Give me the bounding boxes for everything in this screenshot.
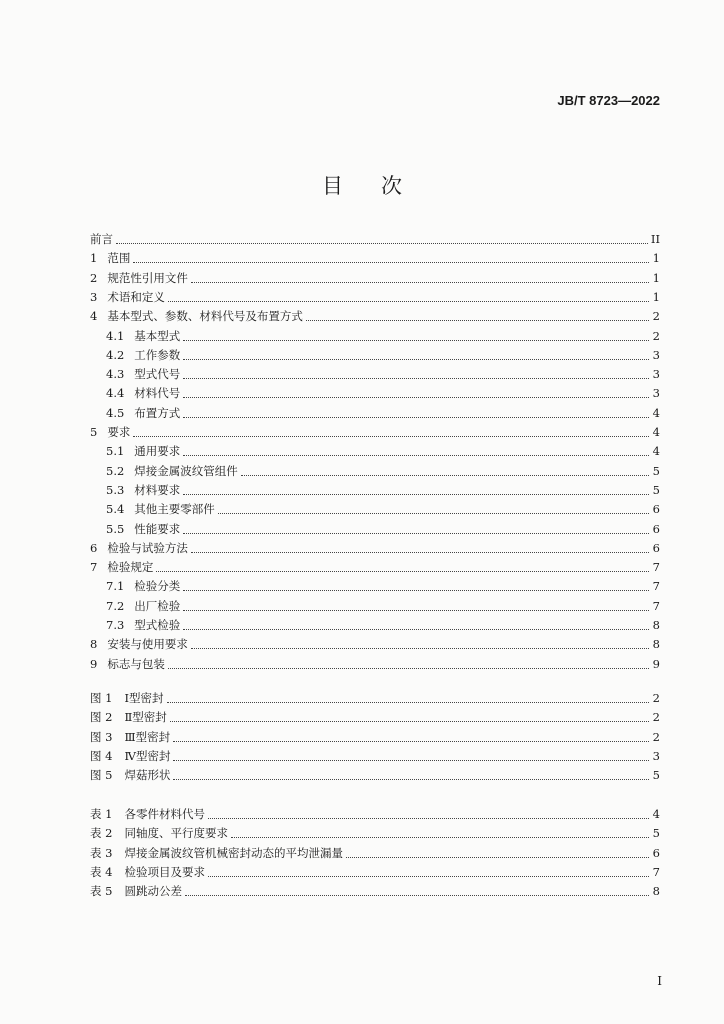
section-entry-number: 1 bbox=[90, 251, 98, 266]
section-entry-page: 3 bbox=[652, 347, 660, 362]
dot-leader bbox=[183, 629, 649, 630]
section-entry-number: 4.4 bbox=[106, 386, 125, 401]
dot-leader bbox=[208, 818, 649, 819]
dot-leader bbox=[133, 436, 649, 437]
section-entry[interactable] bbox=[90, 636, 660, 653]
figure-entry-page: 5 bbox=[652, 768, 660, 783]
dot-leader bbox=[183, 417, 649, 418]
section-entry-number: 5.5 bbox=[106, 521, 125, 536]
figure-entry-page: 2 bbox=[652, 710, 660, 725]
table-entry[interactable] bbox=[90, 883, 660, 900]
dot-leader bbox=[173, 760, 649, 761]
section-entry[interactable] bbox=[106, 501, 660, 518]
table-entry[interactable] bbox=[90, 825, 660, 842]
section-entry[interactable] bbox=[106, 443, 660, 460]
dot-leader bbox=[241, 475, 649, 476]
section-entry-number: 7 bbox=[90, 560, 98, 575]
section-entry-label: 检验与试验方法 bbox=[107, 540, 188, 555]
section-entry-number: 4 bbox=[90, 309, 98, 324]
dot-leader bbox=[156, 571, 649, 572]
section-entry-page: 4 bbox=[652, 405, 660, 420]
section-entry-label: 性能要求 bbox=[134, 521, 181, 536]
dot-leader bbox=[170, 721, 649, 722]
section-entry-number: 4.3 bbox=[106, 367, 125, 382]
section-entry-number: 8 bbox=[90, 637, 98, 652]
dot-leader bbox=[173, 779, 649, 780]
dot-leader bbox=[191, 552, 649, 553]
table-entry-number: 表 4 bbox=[90, 864, 113, 879]
table-entry-label: 圆跳动公差 bbox=[124, 884, 182, 899]
dot-leader bbox=[208, 876, 649, 877]
dot-leader bbox=[183, 610, 649, 611]
dot-leader bbox=[183, 455, 649, 456]
table-entry[interactable] bbox=[90, 864, 660, 881]
figure-entry-label: Ⅱ型密封 bbox=[124, 710, 167, 725]
table-entry-page: 5 bbox=[652, 826, 660, 841]
section-entry[interactable] bbox=[106, 578, 660, 595]
section-entry[interactable] bbox=[90, 250, 660, 267]
section-entry[interactable] bbox=[90, 540, 660, 557]
section-entry-page: 8 bbox=[652, 637, 660, 652]
section-entry-number: 3 bbox=[90, 289, 98, 304]
figure-entry-number: 图 1 bbox=[90, 691, 113, 705]
dot-leader bbox=[183, 378, 649, 379]
section-entry[interactable] bbox=[106, 521, 660, 538]
table-entry-page: 4 bbox=[652, 807, 660, 821]
page-title: 目次 bbox=[322, 174, 440, 198]
section-entry[interactable] bbox=[106, 366, 660, 383]
figure-entry-page: 2 bbox=[652, 729, 660, 744]
section-entry-number: 4.2 bbox=[106, 347, 125, 362]
section-entry[interactable] bbox=[90, 424, 660, 441]
section-entry-label: 布置方式 bbox=[134, 405, 181, 420]
section-entry-label: 规范性引用文件 bbox=[107, 270, 188, 285]
figure-entry[interactable] bbox=[90, 748, 660, 765]
section-entry-page: 3 bbox=[652, 367, 660, 382]
section-entry-label: 标志与包装 bbox=[107, 656, 165, 671]
table-entry-label: 同轴度、平行度要求 bbox=[124, 826, 228, 841]
section-entry-label: 其他主要零部件 bbox=[134, 502, 215, 517]
section-entry-page: 3 bbox=[652, 386, 660, 401]
section-entry-label: 前言 bbox=[90, 232, 113, 246]
figure-entry-number: 图 3 bbox=[90, 729, 113, 744]
section-entry-number: 5.2 bbox=[106, 463, 125, 478]
table-entry-page: 6 bbox=[652, 845, 660, 860]
section-entry-page: 4 bbox=[652, 444, 660, 459]
section-entry-page: 7 bbox=[652, 598, 660, 613]
table-entry[interactable] bbox=[90, 806, 660, 823]
section-entry[interactable] bbox=[90, 289, 660, 306]
figure-entry[interactable] bbox=[90, 690, 660, 707]
dot-leader bbox=[183, 397, 649, 398]
section-entry-number: 7.3 bbox=[106, 618, 125, 632]
section-entry[interactable] bbox=[90, 559, 660, 576]
section-entry-number: 4.1 bbox=[106, 328, 125, 343]
section-entry[interactable] bbox=[106, 385, 660, 402]
section-entry-page: 1 bbox=[652, 251, 660, 266]
table-entry-label: 检验项目及要求 bbox=[124, 864, 205, 879]
section-entry[interactable] bbox=[106, 405, 660, 422]
section-entry-number: 9 bbox=[90, 656, 98, 671]
section-entry-page: 1 bbox=[652, 270, 660, 285]
table-entry-number: 表 3 bbox=[90, 845, 113, 860]
dot-leader bbox=[218, 513, 649, 514]
section-entry-page: II bbox=[650, 232, 660, 246]
dot-leader bbox=[183, 359, 649, 360]
dot-leader bbox=[191, 648, 649, 649]
standard-code: JB/T 8723—2022 bbox=[557, 93, 660, 108]
table-entry-label: 各零件材料代号 bbox=[124, 807, 205, 821]
section-entry-number: 5.1 bbox=[106, 444, 125, 459]
figure-entry-label: Ⅳ型密封 bbox=[124, 748, 171, 763]
section-entry-page: 6 bbox=[652, 502, 660, 517]
section-entry-label: 检验规定 bbox=[107, 560, 154, 575]
dot-leader bbox=[168, 301, 649, 302]
section-entry-page: 4 bbox=[652, 425, 660, 439]
section-entry-label: 检验分类 bbox=[134, 579, 181, 594]
figure-entry-label: Ⅰ型密封 bbox=[124, 691, 164, 705]
section-entry[interactable] bbox=[106, 328, 660, 345]
figure-entry[interactable] bbox=[90, 729, 660, 746]
table-entry[interactable] bbox=[90, 845, 660, 862]
table-entry-page: 8 bbox=[652, 884, 660, 899]
figure-entry-page: 3 bbox=[652, 748, 660, 763]
section-entry[interactable] bbox=[106, 482, 660, 499]
section-entry-label: 基本型式、参数、材料代号及布置方式 bbox=[107, 309, 303, 324]
section-entry-page: 5 bbox=[652, 482, 660, 497]
section-entry-label: 型式检验 bbox=[134, 618, 181, 632]
section-entry-label: 工作参数 bbox=[134, 347, 181, 362]
section-entry-label: 基本型式 bbox=[134, 328, 181, 343]
figure-entry-number: 图 5 bbox=[90, 768, 113, 783]
dot-leader bbox=[133, 262, 649, 263]
section-entry-label: 焊接金属波纹管组件 bbox=[134, 463, 238, 478]
figure-entry-page: 2 bbox=[652, 691, 660, 705]
section-entry[interactable] bbox=[106, 347, 660, 364]
figure-entry-label: 焊菇形状 bbox=[124, 768, 171, 783]
footer-page-number: I bbox=[657, 974, 662, 988]
table-entry-number: 表 5 bbox=[90, 884, 113, 899]
section-entry-label: 型式代号 bbox=[134, 367, 181, 382]
section-entry-label: 出厂检验 bbox=[134, 598, 181, 613]
section-entry-number: 7.2 bbox=[106, 598, 125, 613]
section-entry-page: 7 bbox=[652, 579, 660, 594]
section-entry-page: 7 bbox=[652, 560, 660, 575]
section-entry-number: 6 bbox=[90, 540, 98, 555]
section-entry-number: 5.4 bbox=[106, 502, 125, 517]
dot-leader bbox=[346, 857, 649, 858]
section-entry-number: 5 bbox=[90, 425, 98, 439]
section-entry[interactable] bbox=[106, 617, 660, 634]
section-entry-number: 7.1 bbox=[106, 579, 125, 594]
section-entry[interactable] bbox=[90, 270, 660, 287]
dot-leader bbox=[168, 668, 649, 669]
section-entry[interactable] bbox=[90, 656, 660, 673]
section-entry-page: 8 bbox=[652, 618, 660, 632]
table-entry-label: 焊接金属波纹管机械密封动态的平均泄漏量 bbox=[124, 845, 343, 860]
dot-leader bbox=[116, 243, 648, 244]
dot-leader bbox=[231, 837, 649, 838]
figure-entry[interactable] bbox=[90, 767, 660, 784]
dot-leader bbox=[183, 494, 649, 495]
section-entry-page: 2 bbox=[652, 328, 660, 343]
section-entry-page: 1 bbox=[652, 289, 660, 304]
section-entry-page: 9 bbox=[652, 656, 660, 671]
table-entry-page: 7 bbox=[652, 864, 660, 879]
section-entry-page: 5 bbox=[652, 463, 660, 478]
figure-entry-number: 图 2 bbox=[90, 710, 113, 725]
section-entry-page: 6 bbox=[652, 540, 660, 555]
figure-entry-number: 图 4 bbox=[90, 748, 113, 763]
dot-leader bbox=[183, 590, 649, 591]
section-entry-page: 6 bbox=[652, 521, 660, 536]
section-entry-number: 2 bbox=[90, 270, 98, 285]
table-entry-number: 表 2 bbox=[90, 826, 113, 841]
table-entry-number: 表 1 bbox=[90, 807, 113, 821]
dot-leader bbox=[183, 533, 649, 534]
figure-entry-label: Ⅲ型密封 bbox=[124, 729, 171, 744]
section-entry-number: 4.5 bbox=[106, 405, 125, 420]
section-entry-label: 材料要求 bbox=[134, 482, 181, 497]
section-entry-label: 材料代号 bbox=[134, 386, 181, 401]
section-entry[interactable] bbox=[106, 463, 660, 480]
section-entry[interactable] bbox=[90, 308, 660, 325]
section-entry-number: 5.3 bbox=[106, 482, 125, 497]
dot-leader bbox=[167, 702, 649, 703]
section-entry-label: 安装与使用要求 bbox=[107, 637, 188, 652]
section-entry-label: 要求 bbox=[107, 425, 131, 439]
dot-leader bbox=[306, 320, 649, 321]
figure-entry[interactable] bbox=[90, 709, 660, 726]
dot-leader bbox=[183, 340, 649, 341]
section-entry[interactable] bbox=[90, 231, 660, 248]
section-entry-label: 术语和定义 bbox=[107, 289, 165, 304]
section-entry[interactable] bbox=[106, 598, 660, 615]
section-entry-label: 范围 bbox=[107, 251, 131, 266]
dot-leader bbox=[185, 895, 649, 896]
dot-leader bbox=[173, 741, 649, 742]
dot-leader bbox=[191, 282, 649, 283]
section-entry-label: 通用要求 bbox=[134, 444, 181, 459]
section-entry-page: 2 bbox=[652, 309, 660, 324]
